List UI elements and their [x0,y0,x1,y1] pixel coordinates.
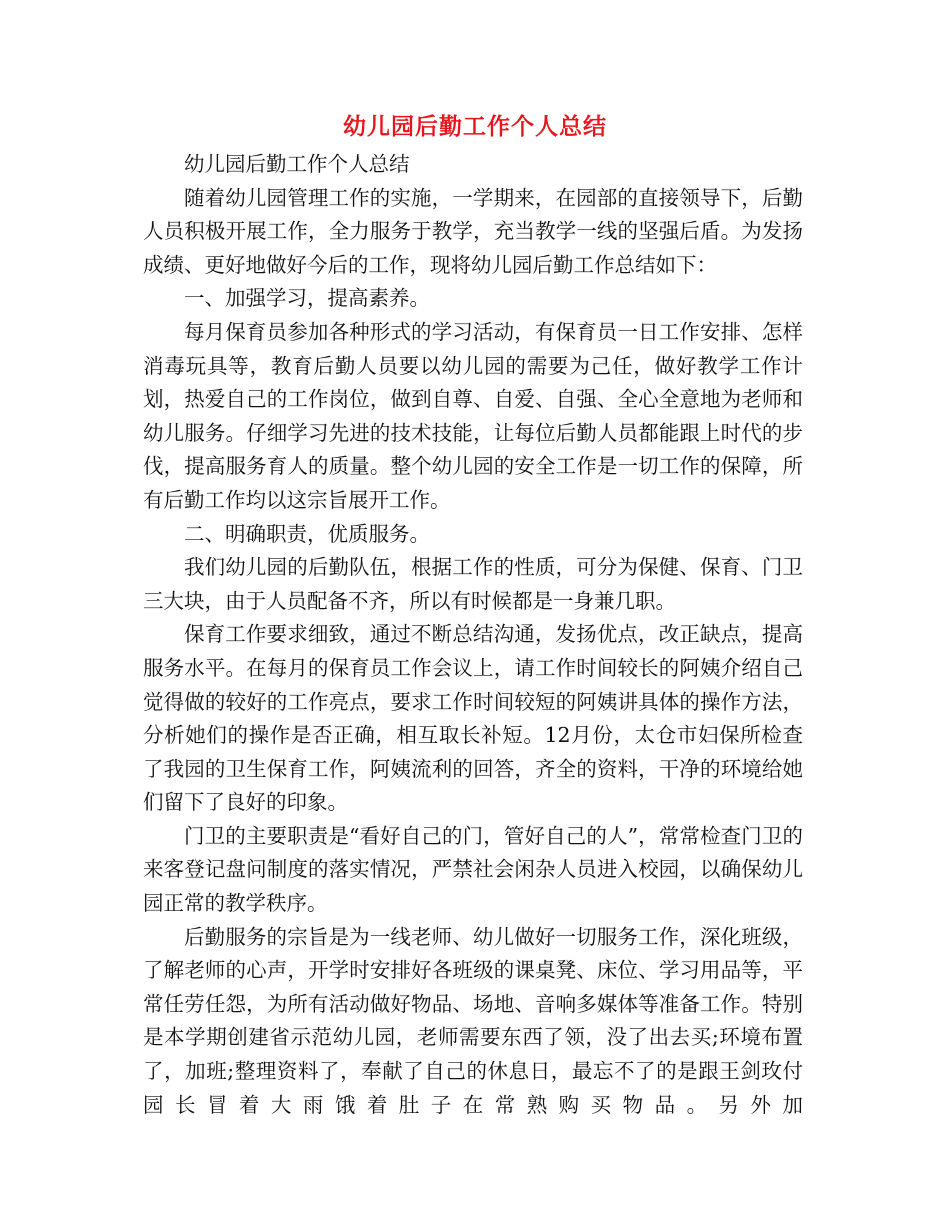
document-title: 幼儿园后勤工作个人总结 [343,113,607,140]
section-heading-1: 一、加强学习，提高素养。 [184,286,430,311]
paragraph-study: 每月保育员参加各种形式的学习活动，有保育员一日工作安排、怎样消毒玩具等，教育后勤人员要以幼儿园的需要为己任，做好教学工作计划，热爱自己的工作岗位，做到自尊、自爱、自强、全心全意地为老师和幼儿服务。仔细学习先进的技术技能，让每位后勤人员都能跟上时代的步伐，提高服务育人的质量。整个幼儿园的安全工作是一切工作的保障，所有后勤工作均以这宗旨展开工作。 [143,319,803,512]
paragraph-intro: 随着幼儿园管理工作的实施，一学期来，在园部的直接领导下，后勤人员积极开展工作，全力服务于教学，充当教学一线的坚强后盾。为发扬成绩、更好地做好今后的工作，现将幼儿园后勤工作总结如下： [143,185,803,277]
paragraph-team: 我们幼儿园的后勤队伍，根据工作的性质，可分为保健、保育、门卫三大块，由于人员配备不齐，所以有时候都是一身兼几职。 [143,555,803,613]
paragraph-service: 后勤服务的宗旨是为一线老师、幼儿做好一切服务工作，深化班级，了解老师的心声，开学时安排好各班级的课桌凳、床位、学习用品等，平常任劳任怨，为所有活动做好物品、场地、音响多媒体等准备工作。特别是本学期创建省示范幼儿园，老师需要东西了领，没了出去买;环境布置了，加班;整理资料了，奉献了自己的休息日，最忘不了的是跟王剑玫付园长冒着大雨饿着肚子在常熟购买物品。另外加 [143,924,803,1117]
paragraph-guard: 门卫的主要职责是“看好自己的门，管好自己的人”，常常检查门卫的来客登记盘问制度的落实情况，严禁社会闲杂人员进入校园，以确保幼儿园正常的教学秩序。 [143,823,803,916]
paragraph-nursing: 保育工作要求细致，通过不断总结沟通，发扬优点，改正缺点，提高服务水平。在每月的保育员工作会议上，请工作时间较长的阿姨介绍自己觉得做的较好的工作亮点，要求工作时间较短的阿姨讲具体的操作方法，分析她们的操作是否正确，相互取长补短。12月份，太仓市妇保所检查了我园的卫生保育工作，阿姨流利的回答，齐全的资料，干净的环境给她们留下了良好的印象。 [143,622,803,815]
document-body [143,148,803,1122]
section-heading-2: 二、明确职责，优质服务。 [184,521,430,546]
paragraph-subtitle: 幼儿园后勤工作个人总结 [184,152,410,176]
